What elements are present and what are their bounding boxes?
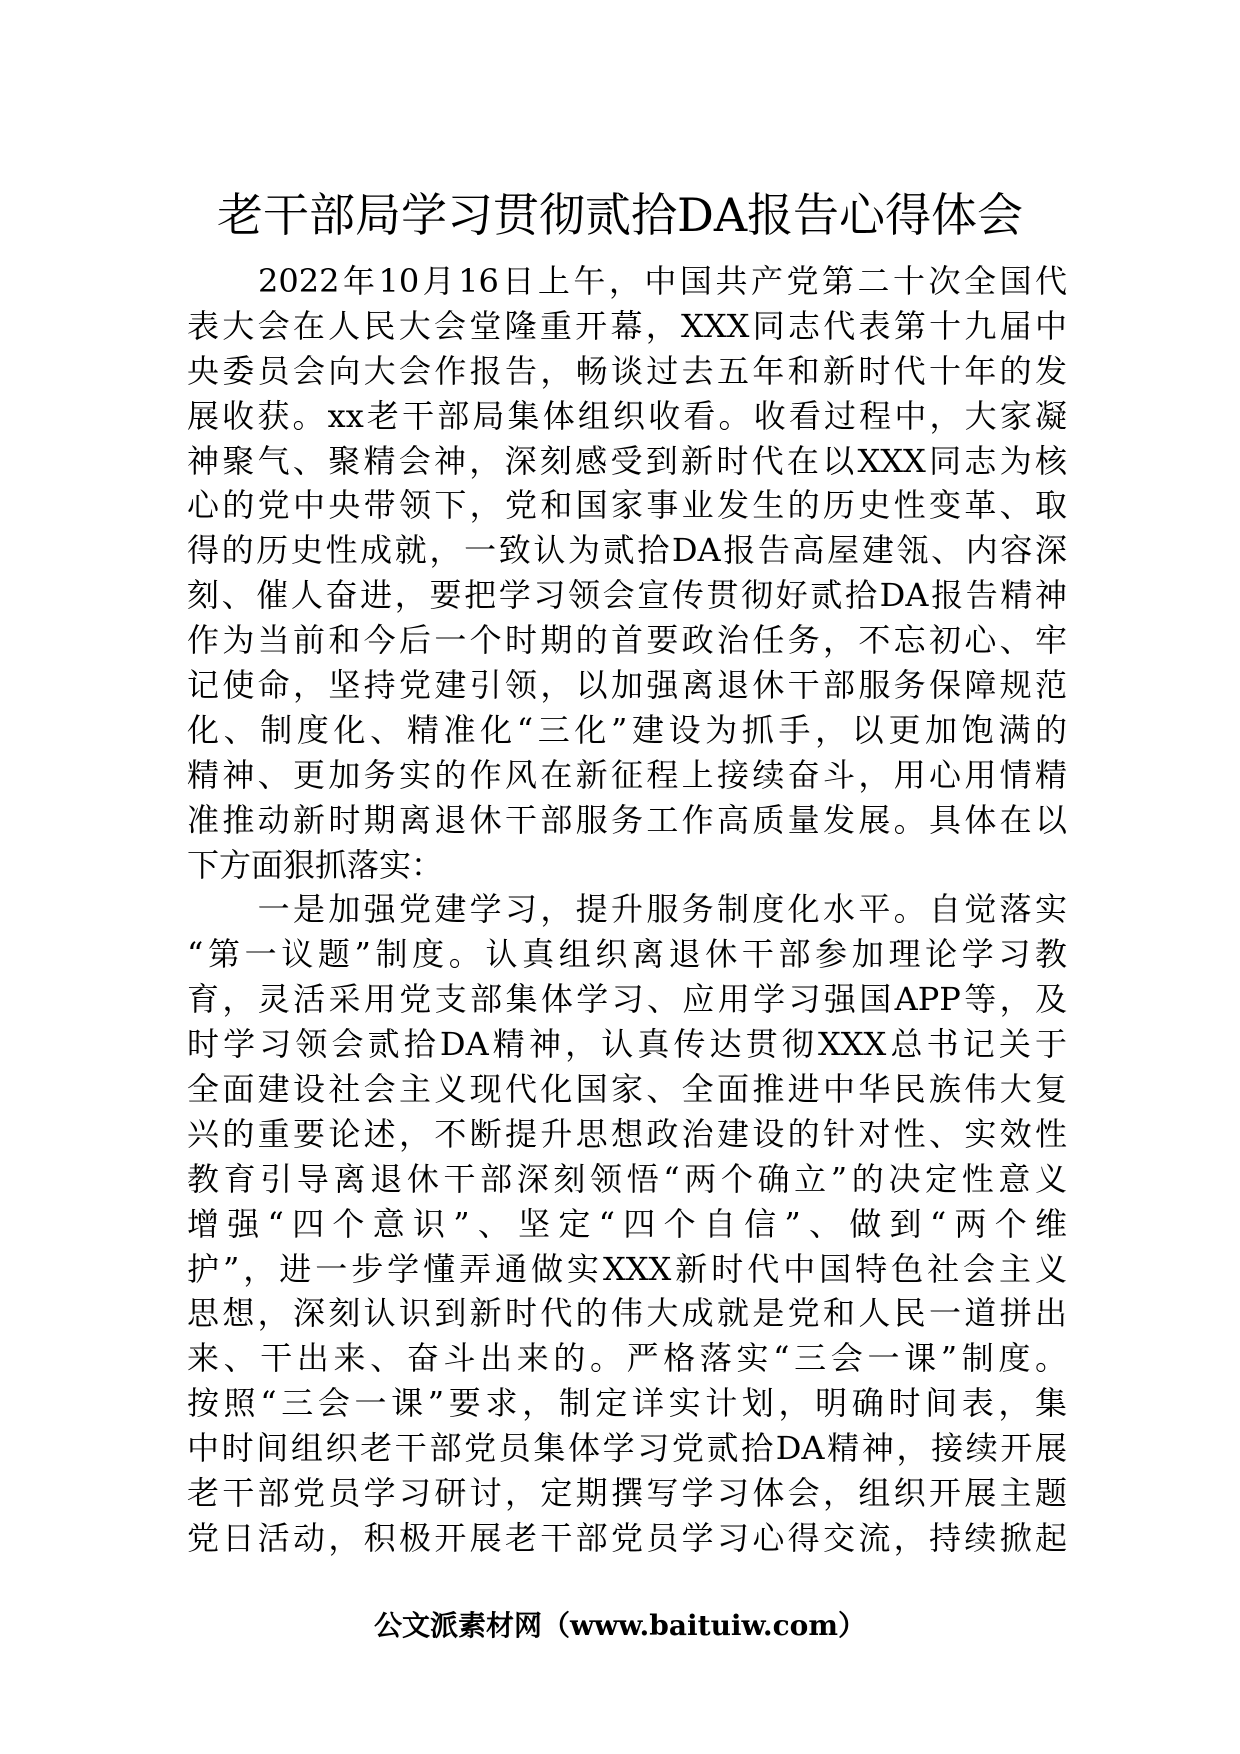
body-line: 教育引导离退休干部深刻领悟“两个确立”的决定性意义 xyxy=(187,1159,1067,1198)
body-line: 得的历史性成就，一致认为贰拾DA报告高屋建瓴、内容深 xyxy=(187,531,1067,570)
body-line: 展收获。xx老干部局集体组织收看。收看过程中，大家凝 xyxy=(187,396,1067,435)
body-line: 心的党中央带领下，党和国家事业发生的历史性变革、取 xyxy=(187,486,1067,525)
body-line: 时学习领会贰拾DA精神，认真传达贯彻XXX总书记关于 xyxy=(187,1025,1067,1064)
body-line: 下方面狠抓落实： xyxy=(187,845,444,884)
body-line: 化、制度化、精准化“三化”建设为抓手，以更加饱满的 xyxy=(187,710,1067,749)
body-line: 央委员会向大会作报告，畅谈过去五年和新时代十年的发 xyxy=(187,351,1067,390)
body-line: 老干部党员学习研讨，定期撰写学习体会，组织开展主题 xyxy=(187,1474,1067,1513)
document-body xyxy=(187,259,1067,1561)
body-line: 兴的重要论述，不断提升思想政治建设的针对性、实效性 xyxy=(187,1114,1067,1153)
body-line: 表大会在人民大会堂隆重开幕，XXX同志代表第十九届中 xyxy=(187,306,1067,345)
body-line: 育，灵活采用党支部集体学习、应用学习强国APP等，及 xyxy=(187,980,1067,1019)
body-line: 护”，进一步学懂弄通做实XXX新时代中国特色社会主义 xyxy=(187,1249,1067,1288)
body-line: 作为当前和今后一个时期的首要政治任务，不忘初心、牢 xyxy=(187,621,1067,660)
body-line: 刻、催人奋进，要把学习领会宣传贯彻好贰拾DA报告精神 xyxy=(187,576,1067,615)
body-line: 思想，深刻认识到新时代的伟大成就是党和人民一道拼出 xyxy=(187,1294,1067,1333)
body-line: 中时间组织老干部党员集体学习党贰拾DA精神，接续开展 xyxy=(187,1429,1067,1468)
body-line: 全面建设社会主义现代化国家、全面推进中华民族伟大复 xyxy=(187,1070,1067,1109)
body-line: 增强“四个意识”、坚定“四个自信”、做到“两个维 xyxy=(187,1204,1067,1243)
body-line: 一是加强党建学习，提升服务制度化水平。自觉落实 xyxy=(187,890,1067,929)
body-line: 记使命，坚持党建引领，以加强离退休干部服务保障规范 xyxy=(187,666,1067,705)
body-line: “第一议题”制度。认真组织离退休干部参加理论学习教 xyxy=(187,935,1067,974)
body-line: 按照“三会一课”要求，制定详实计划，明确时间表，集 xyxy=(187,1384,1067,1423)
body-line: 精神、更加务实的作风在新征程上接续奋斗，用心用情精 xyxy=(187,755,1067,794)
body-line: 神聚气、聚精会神，深刻感受到新时代在以XXX同志为核 xyxy=(187,441,1067,480)
body-line: 2022年10月16日上午，中国共产党第二十次全国代 xyxy=(187,262,1067,300)
body-line: 准推动新时期离退休干部服务工作高质量发展。具体在以 xyxy=(187,800,1067,839)
footer-source-text: 公文派素材网（www.baituiw.com） xyxy=(374,1609,866,1642)
body-line: 来、干出来、奋斗出来的。严格落实“三会一课”制度。 xyxy=(187,1339,1067,1378)
body-line: 党日活动，积极开展老干部党员学习心得交流，持续掀起 xyxy=(187,1518,1067,1557)
document-title: 老干部局学习贯彻贰拾DA报告心得体会 xyxy=(216,188,1024,242)
